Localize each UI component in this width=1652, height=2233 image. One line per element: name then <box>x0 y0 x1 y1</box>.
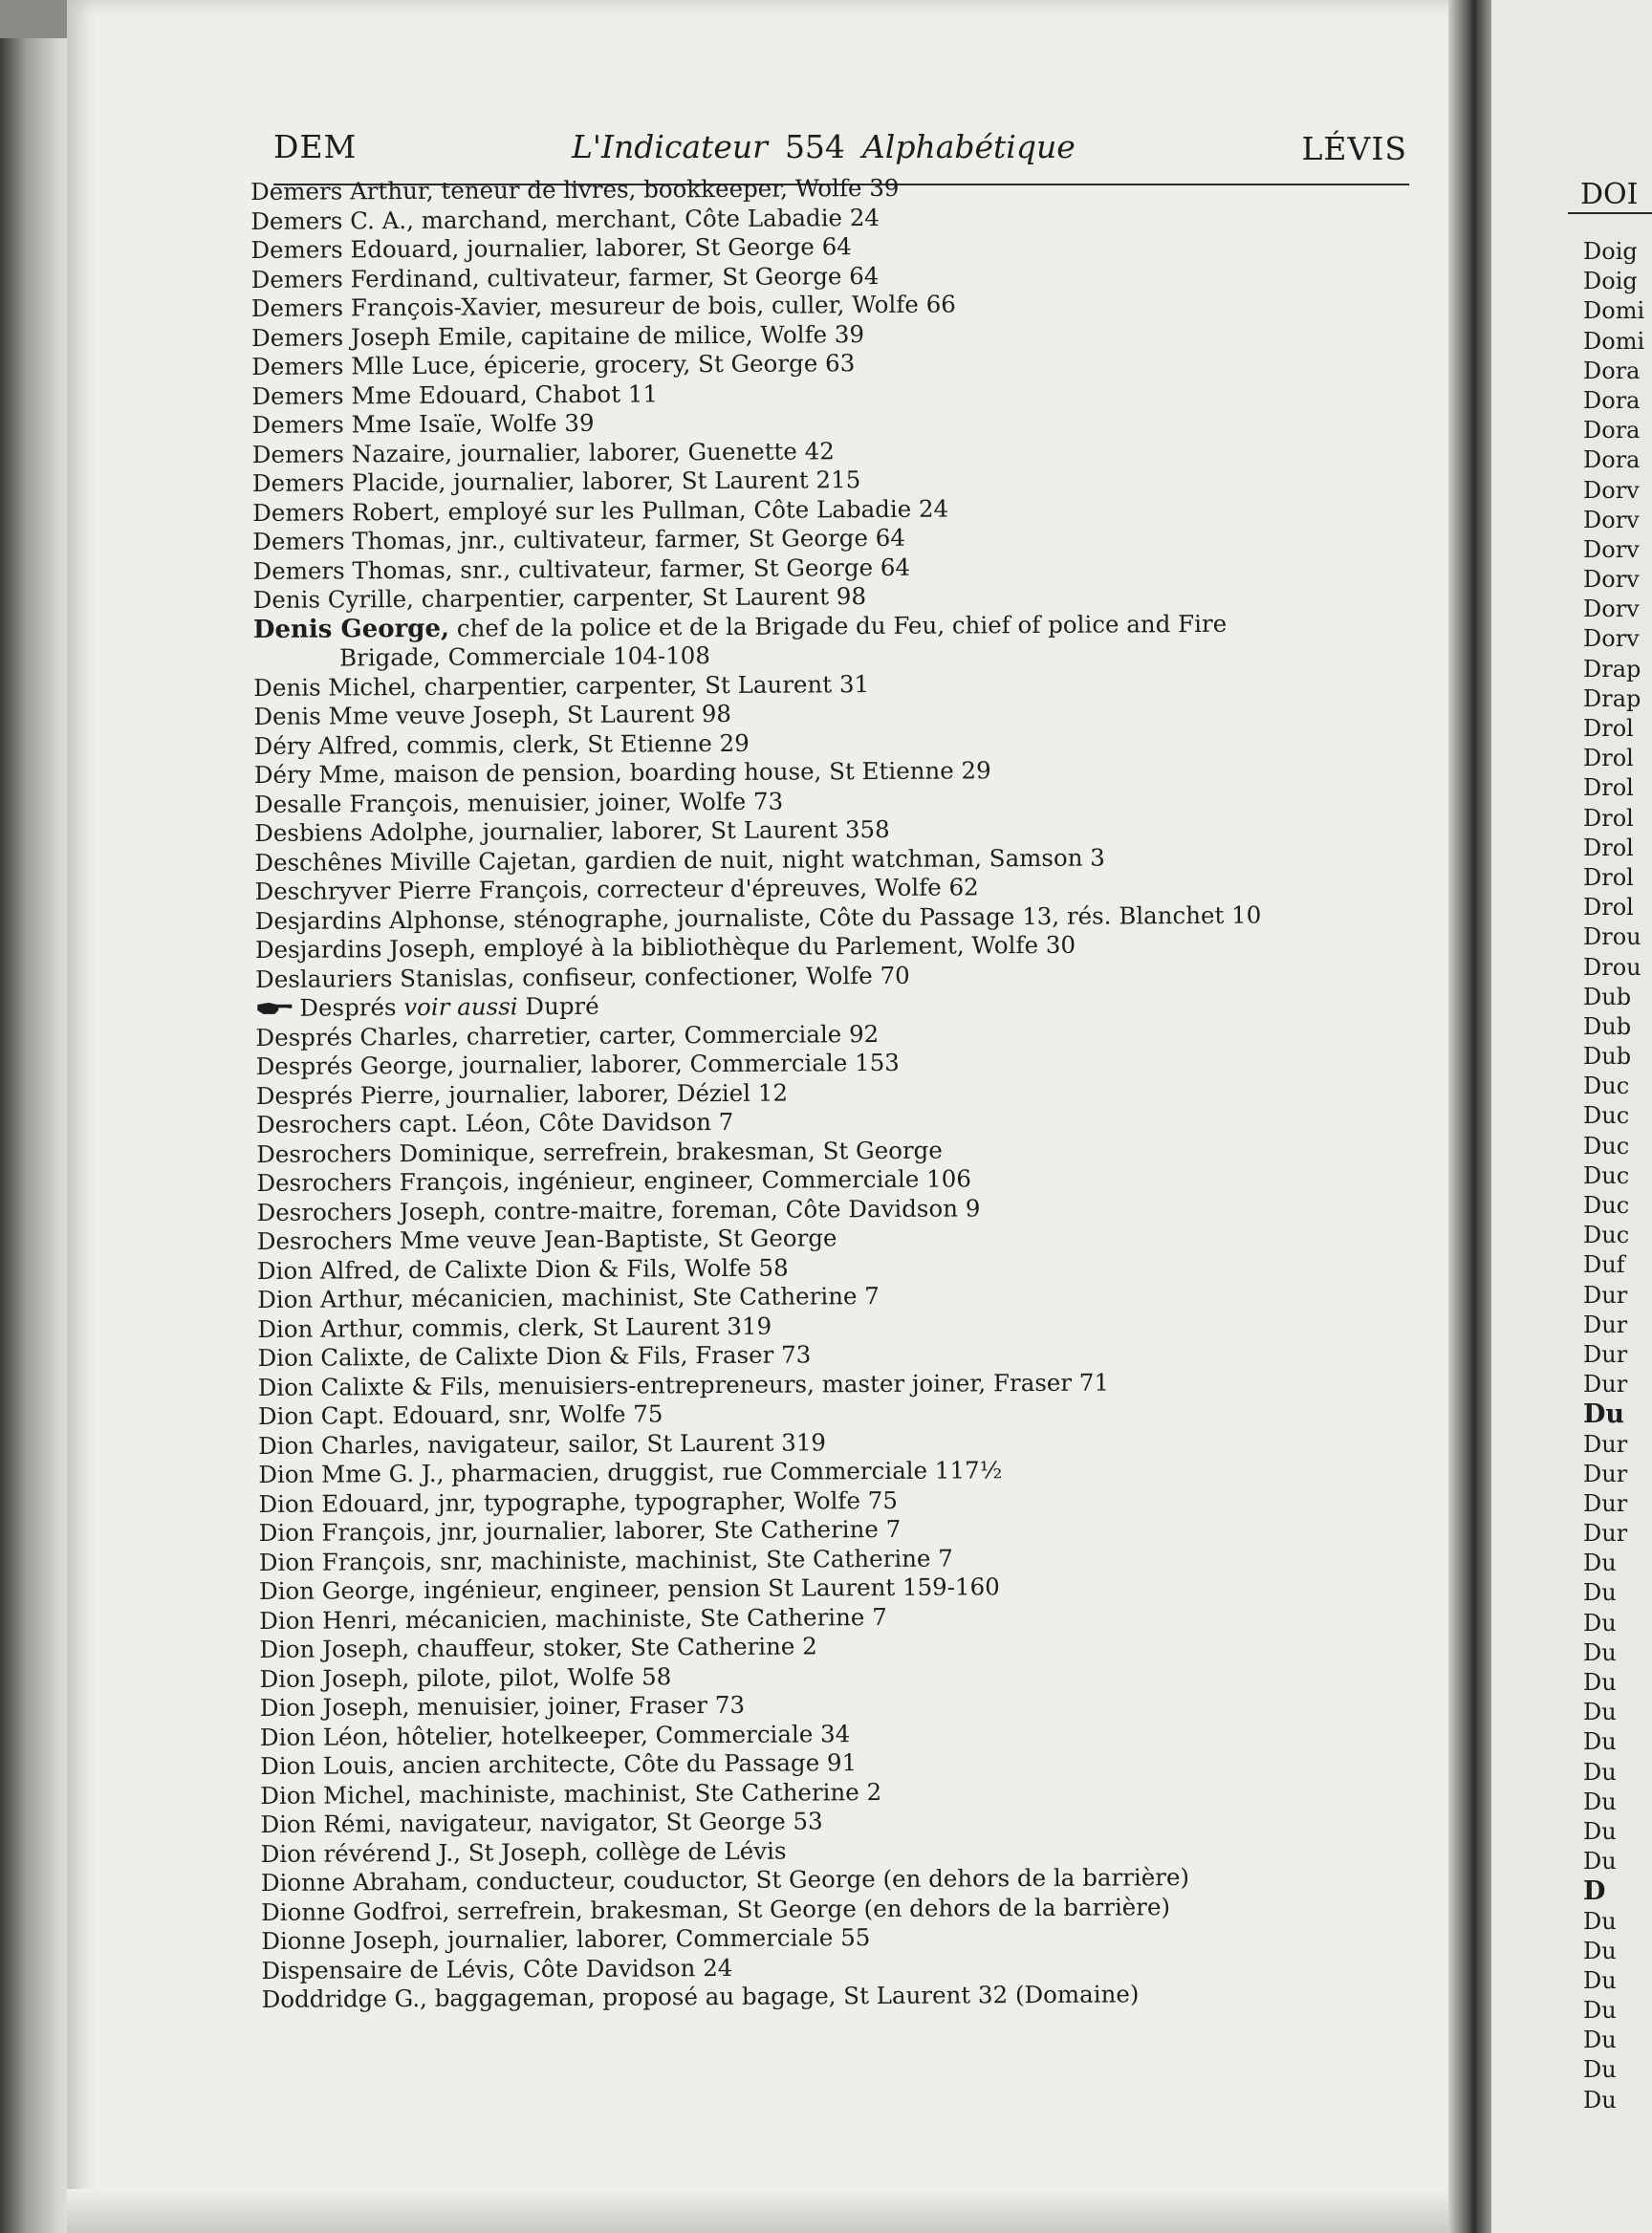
book-gutter <box>1448 0 1491 2233</box>
entry-text: Dionne Abraham, conducteur, couductor, St George (en dehors de la barrière) <box>260 1863 1190 1897</box>
right-page-fragment: Du <box>1583 1579 1617 1607</box>
right-page-fragment: Doig <box>1583 238 1638 265</box>
entry-text: Dion Arthur, mécanicien, machinist, Ste Catherine 7 <box>257 1282 880 1313</box>
entry-text: Dion Calixte & Fils, menuisiers-entrepreneurs, master joiner, Fraser 71 <box>257 1368 1110 1401</box>
entry-text: Denis Michel, charpentier, carpenter, St Laurent 31 <box>253 669 870 702</box>
right-page-fragment: Du <box>1583 1907 1617 1935</box>
entry-text: Dion George, ingénieur, engineer, pension St Laurent 159-160 <box>258 1572 1000 1605</box>
right-page-fragment: Du <box>1583 2086 1617 2114</box>
entry-text: Dionne Joseph, journalier, laborer, Commerciale 55 <box>261 1923 871 1955</box>
entry-text: Demers Arthur, teneur de livres, bookkeeper, Wolfe 39 <box>250 173 900 206</box>
right-page-fragment: Du <box>1583 1937 1617 1964</box>
entry-text: Desrochers Mme veuve Jean-Baptiste, St George <box>256 1224 837 1255</box>
entry-text: Dion Henri, mécanicien, machiniste, Ste Catherine 7 <box>259 1602 887 1635</box>
right-page-fragment: Drol <box>1583 834 1634 861</box>
right-page-fragment: Dorv <box>1583 596 1640 623</box>
entry-text: Dion Arthur, commis, clerk, St Laurent 319 <box>257 1312 772 1343</box>
entry-text: Dion Rémi, navigateur, navigator, St George 53 <box>260 1807 823 1838</box>
entry-text: Dionne Godfroi, serrefrein, brakesman, St George (en dehors de la barrière) <box>260 1892 1171 1926</box>
right-page-fragment: Du <box>1583 1609 1617 1637</box>
directory-entries <box>250 170 1447 2014</box>
right-page-fragment: Du <box>1583 2027 1617 2054</box>
right-page-entries <box>1583 237 1644 2115</box>
entry-text: Demers Thomas, jnr., cultivateur, farmer, St George 64 <box>252 523 905 555</box>
right-page-fragment: Drol <box>1583 774 1634 802</box>
pointing-hand-icon <box>255 999 293 1018</box>
entry-text: Demers Placide, journalier, laborer, St Laurent 215 <box>251 466 861 497</box>
right-page-fragment: Dorv <box>1583 506 1640 533</box>
entry-text: Desbiens Adolphe, journalier, laborer, St Laurent 358 <box>254 814 890 847</box>
right-page-fragment: Dorv <box>1583 625 1640 653</box>
entry-text: Després George, journalier, laborer, Commerciale 153 <box>255 1048 900 1080</box>
entry-text: Dion Joseph, menuisier, joiner, Fraser 73 <box>259 1690 746 1722</box>
entry-text: Desalle François, menuisier, joiner, Wolfe 73 <box>253 787 784 818</box>
entry-text: Dion Joseph, pilote, pilot, Wolfe 58 <box>259 1661 672 1693</box>
entry-text: Deslauriers Stanislas, confiseur, confectioner, Wolfe 70 <box>255 961 910 993</box>
entry-text: Dion révérend J., St Joseph, collège de Lévis <box>260 1836 787 1868</box>
right-page-fragment: Duf <box>1583 1251 1625 1279</box>
right-page-fragment: Du <box>1583 1728 1617 1756</box>
right-page-fragment: Duc <box>1583 1073 1630 1100</box>
entry-text: Desrochers Joseph, contre-maitre, foreman, Côte Davidson 9 <box>256 1193 981 1226</box>
right-page-fragment: Duc <box>1583 1161 1630 1189</box>
right-page-fragment: Drol <box>1583 804 1634 832</box>
right-page-fragment: Drol <box>1583 863 1634 891</box>
right-page-fragment: Du <box>1583 1788 1617 1815</box>
entry-text: Dion François, jnr, journalier, laborer, Ste Catherine 7 <box>258 1514 902 1547</box>
right-page-fragment: Duc <box>1583 1102 1630 1130</box>
running-head-title-post: Alphabétique <box>861 128 1076 165</box>
entry-text: Desjardins Alphonse, sténographe, journaliste, Côte du Passage 13, rés. Blanchet 10 <box>254 900 1262 935</box>
right-page-fragment: Dora <box>1583 386 1641 414</box>
right-page-fragment: Du <box>1583 1966 1617 1994</box>
right-page-fragment: Du <box>1583 1997 1617 2025</box>
right-page-fragment: Dub <box>1583 1012 1632 1040</box>
right-page-fragment: Du <box>1583 1758 1617 1786</box>
entry-text: Desrochers Dominique, serrefrein, brakesman, St George <box>256 1136 943 1168</box>
right-page-fragment: Dur <box>1583 1520 1628 1548</box>
right-page-fragment: Du <box>1583 1848 1617 1875</box>
right-page-fragment: Du <box>1583 2056 1617 2084</box>
running-head-left: DEM <box>273 128 358 165</box>
entry-text: Denis Cyrille, charpentier, carpenter, St Laurent 98 <box>252 582 867 614</box>
entry-text: Demers Ferdinand, cultivateur, farmer, St George 64 <box>250 261 880 293</box>
entry-text: Dion Léon, hôtelier, hotelkeeper, Commerciale 34 <box>259 1719 851 1751</box>
right-page-fragment: Dur <box>1583 1489 1628 1517</box>
entry-text: Demers Mme Isaïe, Wolfe 39 <box>251 408 595 439</box>
right-page-fragment: D <box>1583 1876 1606 1907</box>
right-page-fragment: Du <box>1583 1699 1617 1726</box>
entry-text: Dion Michel, machiniste, machinist, Ste Catherine 2 <box>260 1777 882 1810</box>
right-page-fragment: Dorv <box>1583 476 1640 504</box>
right-page-fragment: Dorv <box>1583 566 1640 594</box>
running-head-title <box>572 128 1076 165</box>
right-page-fragment: Dub <box>1583 1043 1632 1071</box>
right-page-header: DOI <box>1580 178 1639 211</box>
entry-text: Dion Louis, ancien architecte, Côte du Passage 91 <box>260 1748 858 1780</box>
running-head <box>273 122 1407 170</box>
right-page-fragment: Dur <box>1583 1311 1628 1338</box>
entry-see-also: voir aussi <box>403 992 518 1022</box>
entry-text: Demers C. A., marchand, merchant, Côte Labadie 24 <box>250 203 880 235</box>
entry-text: Demers Mme Edouard, Chabot 11 <box>251 379 659 410</box>
entry-text: Demers Edouard, journalier, laborer, St George 64 <box>250 232 852 264</box>
right-page-fragment: Du <box>1583 1817 1617 1845</box>
right-page-fragment: Dora <box>1583 357 1641 384</box>
entry-text: Denis Mme veuve Joseph, St Laurent 98 <box>253 699 732 730</box>
entry-text: Brigade, Commerciale 104-108 <box>338 641 711 672</box>
entry-text: Demers Mlle Luce, épicerie, grocery, St George 63 <box>251 349 856 380</box>
entry-text: Després <box>299 993 404 1022</box>
entry-text: Demers Robert, employé sur les Pullman, Côte Labadie 24 <box>252 494 949 527</box>
right-page-fragment: Drap <box>1583 655 1641 683</box>
entry-text: Deschryver Pierre François, correcteur d'épreuves, Wolfe 62 <box>254 873 979 905</box>
right-page-fragment: Drou <box>1583 923 1641 951</box>
page-bottom-shade <box>67 2189 1463 2233</box>
right-page-fragment: Drou <box>1583 953 1641 981</box>
right-page-fragment: Dur <box>1583 1340 1628 1368</box>
right-page-fragment: Dub <box>1583 983 1632 1010</box>
page-number: 554 <box>784 128 845 165</box>
entry-text: chef de la police et de la Brigade du Feu, chief of police and Fire <box>448 609 1228 642</box>
right-page-fragment: Duc <box>1583 1132 1630 1160</box>
right-page-fragment: Dur <box>1583 1281 1628 1309</box>
right-page-fragment: Domi <box>1583 327 1645 355</box>
right-page-fragment: Dora <box>1583 417 1641 444</box>
right-page-header-rule <box>1568 212 1652 214</box>
entry-text: Després Charles, charretier, carter, Commerciale 92 <box>255 1019 880 1051</box>
right-page-fragment: Duc <box>1583 1222 1630 1249</box>
entry-text: Demers Joseph Emile, capitaine de milice, Wolfe 39 <box>250 319 865 352</box>
right-page-fragment: Dur <box>1583 1371 1628 1398</box>
entry-see-target: Dupré <box>517 991 599 1021</box>
right-page-fragment: Dur <box>1583 1460 1628 1487</box>
right-page-fragment: Drol <box>1583 745 1634 772</box>
entry-text: Desjardins Joseph, employé à la bibliothèque du Parlement, Wolfe 30 <box>254 930 1076 964</box>
entry-text: Doddridge G., baggageman, proposé au bagage, St Laurent 32 (Domaine) <box>261 1980 1140 2013</box>
right-page-fragment: Du <box>1583 1669 1617 1696</box>
right-page-fragment: Drol <box>1583 894 1634 921</box>
entry-text: Déry Alfred, commis, clerk, St Etienne 29 <box>253 728 750 760</box>
entry-text: Dion Alfred, de Calixte Dion & Fils, Wolfe 58 <box>256 1253 789 1285</box>
entry-text: Dion Joseph, chauffeur, stoker, Ste Catherine 2 <box>259 1632 817 1663</box>
entry-text: Demers Thomas, snr., cultivateur, farmer, St George 64 <box>252 553 911 585</box>
right-page-fragment: Duc <box>1583 1192 1630 1219</box>
entry-text: Dion Mme G. J., pharmacien, druggist, rue Commerciale 117½ <box>258 1456 1003 1488</box>
right-page-fragment: Dorv <box>1583 535 1640 563</box>
entry-text: Desrochers capt. Léon, Côte Davidson 7 <box>255 1107 734 1138</box>
right-page <box>1491 0 1652 2233</box>
entry-text: Desrochers François, ingénieur, engineer, Commerciale 106 <box>256 1164 971 1197</box>
entry-text: Demers Nazaire, journalier, laborer, Guenette 42 <box>251 436 835 468</box>
right-page-fragment: Dora <box>1583 446 1641 474</box>
entry-text: Dion Charles, navigateur, sailor, St Laurent 319 <box>258 1427 827 1460</box>
right-page-fragment: Drap <box>1583 684 1641 712</box>
right-page-fragment: Dur <box>1583 1430 1628 1458</box>
entry-text: Dion François, snr, machiniste, machinist, Ste Catherine 7 <box>258 1544 953 1576</box>
right-page-fragment: Du <box>1583 1550 1617 1577</box>
right-page-fragment: Du <box>1583 1638 1617 1666</box>
right-page-fragment: Du <box>1583 1399 1625 1430</box>
entry-text: Déry Mme, maison de pension, boarding house, St Etienne 29 <box>253 756 991 789</box>
entry-text: Dion Edouard, jnr, typographe, typographer, Wolfe 75 <box>258 1485 898 1518</box>
right-page-fragment: Domi <box>1583 297 1645 325</box>
entry-text: Dion Capt. Edouard, snr, Wolfe 75 <box>257 1399 663 1430</box>
entry-text: Dispensaire de Lévis, Côte Davidson 24 <box>261 1953 733 1984</box>
entry-text: Després Pierre, journalier, laborer, Déziel 12 <box>255 1078 789 1110</box>
entry-text: Demers François-Xavier, mesureur de bois, culler, Wolfe 66 <box>250 290 956 322</box>
entry-bold-name: Denis George, <box>252 614 450 644</box>
running-head-right: LÉVIS <box>1301 130 1407 167</box>
entry-text: Dion Calixte, de Calixte Dion & Fils, Fraser 73 <box>257 1340 812 1372</box>
right-page-fragment: Drol <box>1583 715 1634 742</box>
entry-text: Deschênes Miville Cajetan, gardien de nuit, night watchman, Samson 3 <box>254 843 1105 877</box>
running-head-title-pre: L'Indicateur <box>572 128 768 165</box>
right-page-fragment: Doig <box>1583 268 1638 295</box>
